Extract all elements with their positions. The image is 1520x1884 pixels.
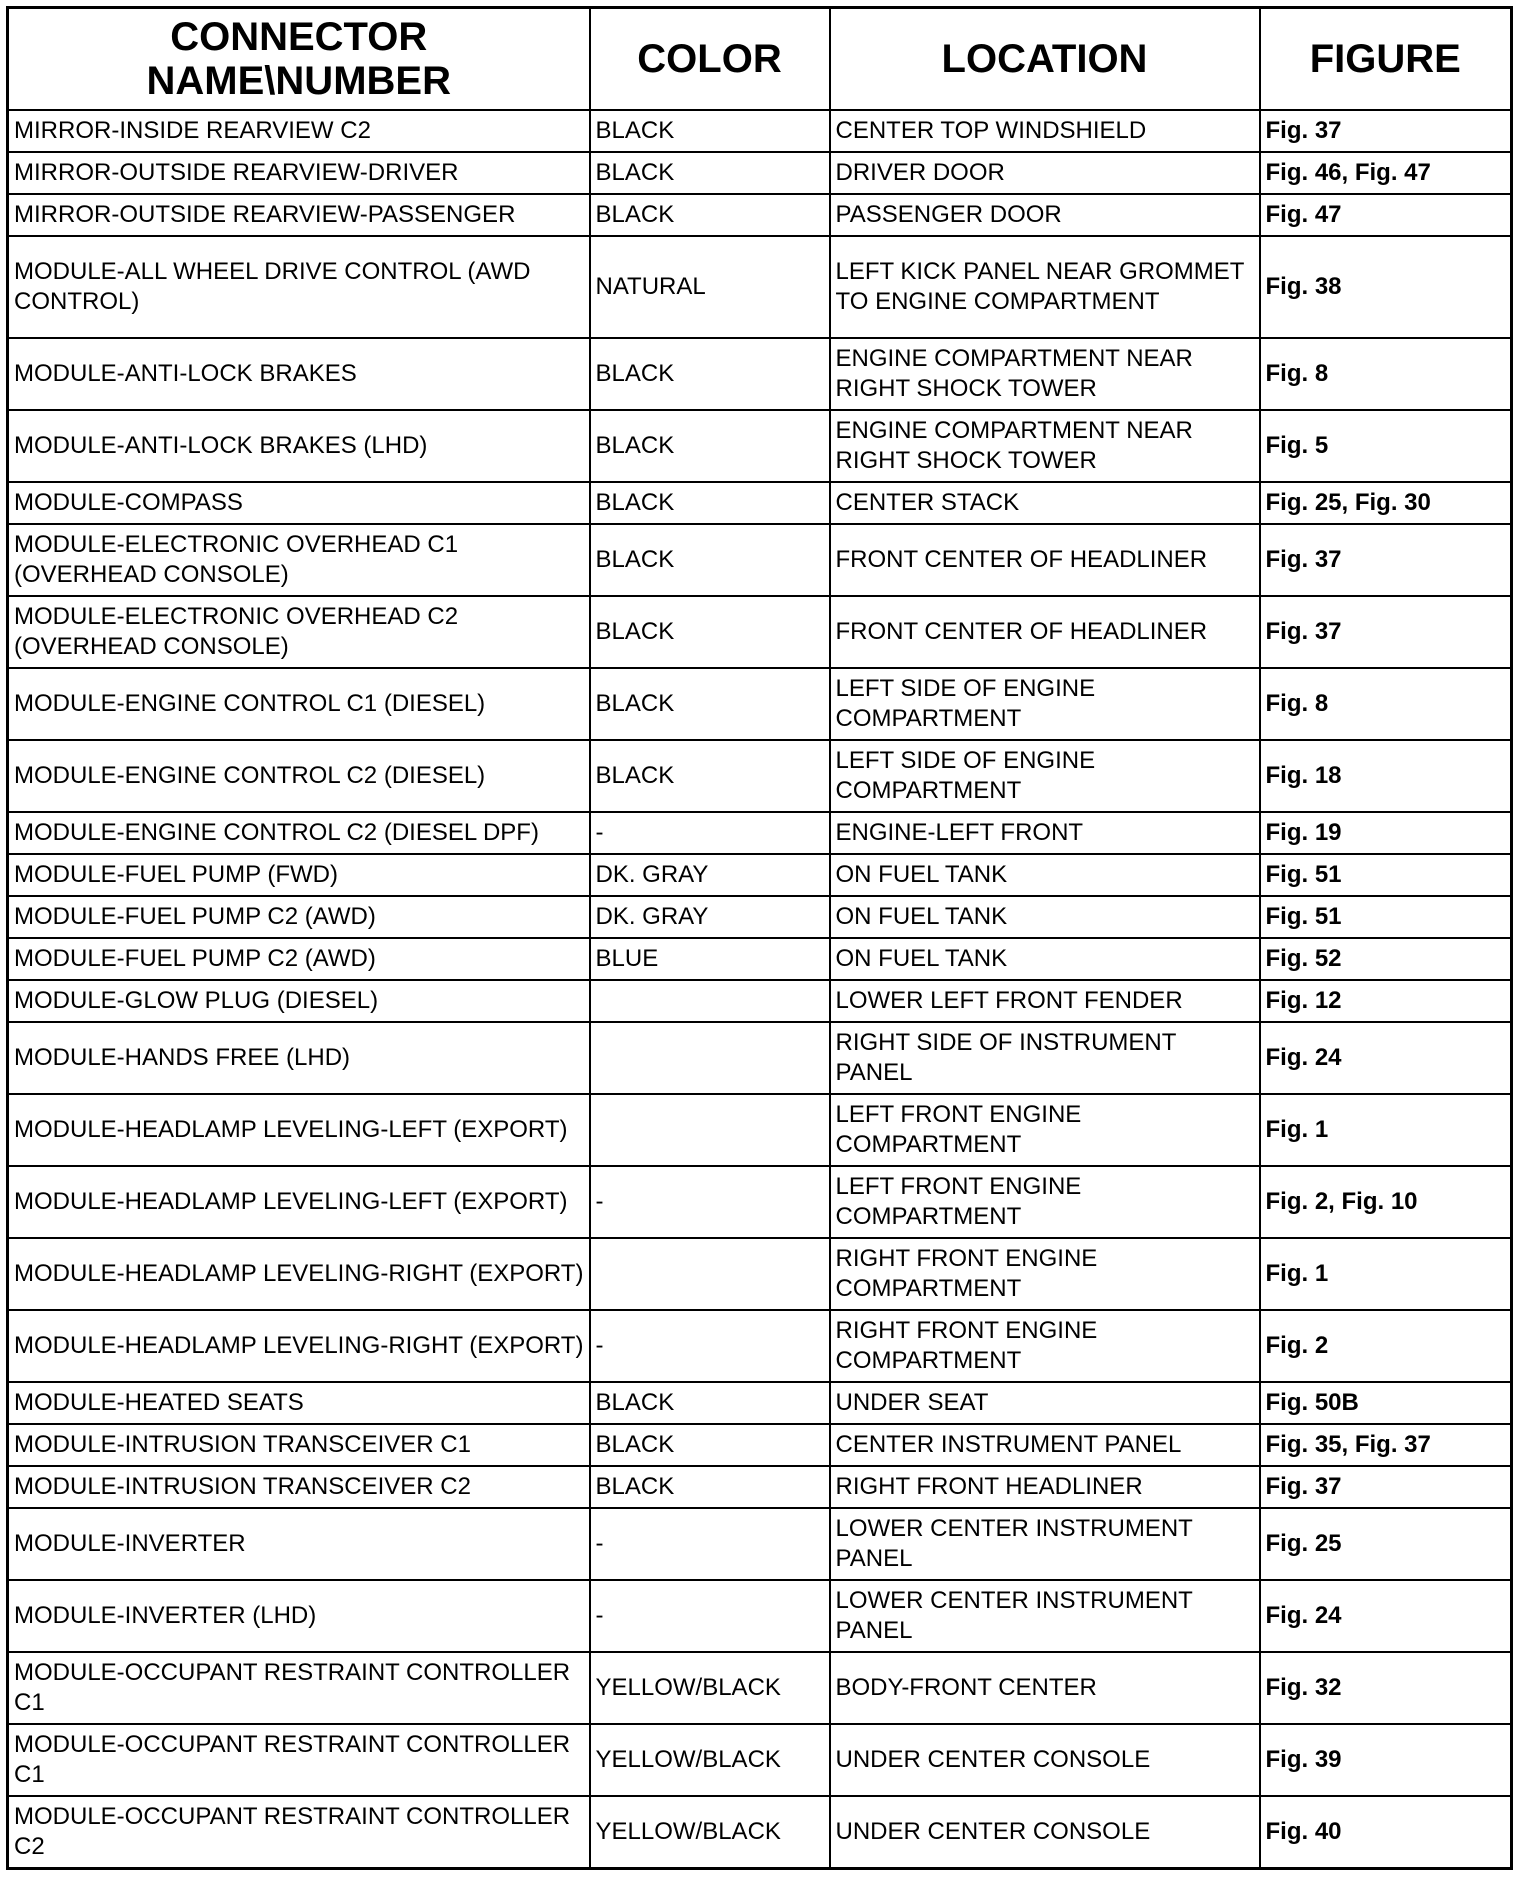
connector-name-cell: MODULE-ENGINE CONTROL C1 (DIESEL) [8,668,590,740]
connector-name-cell: MODULE-ENGINE CONTROL C2 (DIESEL DPF) [8,812,590,854]
color-cell: NATURAL [590,236,830,338]
color-cell: - [590,1166,830,1238]
location-cell: CENTER TOP WINDSHIELD [830,110,1260,152]
location-cell: ENGINE-LEFT FRONT [830,812,1260,854]
location-cell: UNDER CENTER CONSOLE [830,1796,1260,1869]
location-cell: ENGINE COMPARTMENT NEAR RIGHT SHOCK TOWER [830,410,1260,482]
connector-name-cell: MODULE-INTRUSION TRANSCEIVER C2 [8,1466,590,1508]
color-cell [590,1022,830,1094]
figure-cell: Fig. 32 [1260,1652,1512,1724]
figure-cell: Fig. 35, Fig. 37 [1260,1424,1512,1466]
table-row [8,194,1512,236]
connector-name-cell: MODULE-HEADLAMP LEVELING-RIGHT (EXPORT) [8,1310,590,1382]
table-row [8,482,1512,524]
figure-cell: Fig. 8 [1260,338,1512,410]
figure-cell: Fig. 37 [1260,524,1512,596]
header-location: LOCATION [830,8,1260,111]
connector-name-cell: MODULE-ANTI-LOCK BRAKES (LHD) [8,410,590,482]
figure-cell: Fig. 37 [1260,1466,1512,1508]
connector-name-cell: MODULE-OCCUPANT RESTRAINT CONTROLLER C1 [8,1652,590,1724]
table-row [8,1382,1512,1424]
figure-cell: Fig. 46, Fig. 47 [1260,152,1512,194]
connector-name-cell: MIRROR-INSIDE REARVIEW C2 [8,110,590,152]
table-row [8,1022,1512,1094]
location-cell: LOWER CENTER INSTRUMENT PANEL [830,1580,1260,1652]
header-row [8,8,1512,111]
location-cell: LEFT SIDE OF ENGINE COMPARTMENT [830,668,1260,740]
location-cell: ON FUEL TANK [830,854,1260,896]
connector-name-cell: MODULE-HEADLAMP LEVELING-LEFT (EXPORT) [8,1094,590,1166]
connector-name-cell: MODULE-COMPASS [8,482,590,524]
location-cell: BODY-FRONT CENTER [830,1652,1260,1724]
figure-cell: Fig. 19 [1260,812,1512,854]
figure-cell: Fig. 24 [1260,1580,1512,1652]
table-row [8,524,1512,596]
color-cell [590,1094,830,1166]
connector-name-cell: MODULE-OCCUPANT RESTRAINT CONTROLLER C2 [8,1796,590,1869]
location-cell: ON FUEL TANK [830,896,1260,938]
figure-cell: Fig. 8 [1260,668,1512,740]
figure-cell: Fig. 37 [1260,110,1512,152]
color-cell: BLACK [590,1466,830,1508]
figure-cell: Fig. 1 [1260,1094,1512,1166]
table-row [8,1724,1512,1796]
connector-table [6,6,1513,1870]
connector-name-cell: MODULE-HEADLAMP LEVELING-RIGHT (EXPORT) [8,1238,590,1310]
figure-cell: Fig. 47 [1260,194,1512,236]
color-cell: DK. GRAY [590,896,830,938]
table-row [8,110,1512,152]
color-cell: BLACK [590,1382,830,1424]
header-color: COLOR [590,8,830,111]
header-connector-name: CONNECTOR NAME\NUMBER [8,8,590,111]
figure-cell: Fig. 52 [1260,938,1512,980]
table-row [8,410,1512,482]
color-cell: - [590,1580,830,1652]
location-cell: LEFT FRONT ENGINE COMPARTMENT [830,1166,1260,1238]
table-row [8,1424,1512,1466]
location-cell: LOWER LEFT FRONT FENDER [830,980,1260,1022]
connector-name-cell: MODULE-ALL WHEEL DRIVE CONTROL (AWD CONTROL) [8,236,590,338]
color-cell: YELLOW/BLACK [590,1796,830,1869]
figure-cell: Fig. 51 [1260,854,1512,896]
location-cell: LEFT SIDE OF ENGINE COMPARTMENT [830,740,1260,812]
color-cell: YELLOW/BLACK [590,1652,830,1724]
connector-name-cell: MODULE-HANDS FREE (LHD) [8,1022,590,1094]
table-row [8,596,1512,668]
connector-name-cell: MODULE-GLOW PLUG (DIESEL) [8,980,590,1022]
connector-name-cell: MODULE-FUEL PUMP C2 (AWD) [8,896,590,938]
figure-cell: Fig. 24 [1260,1022,1512,1094]
location-cell: PASSENGER DOOR [830,194,1260,236]
color-cell: - [590,1508,830,1580]
location-cell: CENTER INSTRUMENT PANEL [830,1424,1260,1466]
color-cell [590,980,830,1022]
location-cell: LOWER CENTER INSTRUMENT PANEL [830,1508,1260,1580]
table-row [8,980,1512,1022]
color-cell: BLACK [590,194,830,236]
color-cell: BLACK [590,524,830,596]
header-figure: FIGURE [1260,8,1512,111]
figure-cell: Fig. 2, Fig. 10 [1260,1166,1512,1238]
location-cell: RIGHT FRONT ENGINE COMPARTMENT [830,1310,1260,1382]
connector-name-cell: MODULE-INVERTER (LHD) [8,1580,590,1652]
figure-cell: Fig. 5 [1260,410,1512,482]
table-row [8,1094,1512,1166]
figure-cell: Fig. 25, Fig. 30 [1260,482,1512,524]
connector-name-cell: MODULE-INTRUSION TRANSCEIVER C1 [8,1424,590,1466]
color-cell: BLACK [590,740,830,812]
figure-cell: Fig. 38 [1260,236,1512,338]
connector-name-cell: MIRROR-OUTSIDE REARVIEW-DRIVER [8,152,590,194]
location-cell: ON FUEL TANK [830,938,1260,980]
table-row [8,854,1512,896]
table-row [8,1466,1512,1508]
connector-name-cell: MODULE-ANTI-LOCK BRAKES [8,338,590,410]
connector-name-cell: MODULE-HEATED SEATS [8,1382,590,1424]
connector-name-cell: MODULE-HEADLAMP LEVELING-LEFT (EXPORT) [8,1166,590,1238]
figure-cell: Fig. 25 [1260,1508,1512,1580]
location-cell: RIGHT SIDE OF INSTRUMENT PANEL [830,1022,1260,1094]
location-cell: LEFT KICK PANEL NEAR GROMMET TO ENGINE COMPARTMENT [830,236,1260,338]
table-row [8,668,1512,740]
table-row [8,812,1512,854]
color-cell: BLACK [590,482,830,524]
connector-name-cell: MODULE-ELECTRONIC OVERHEAD C2 (OVERHEAD CONSOLE) [8,596,590,668]
color-cell [590,1238,830,1310]
connector-name-cell: MODULE-INVERTER [8,1508,590,1580]
figure-cell: Fig. 12 [1260,980,1512,1022]
color-cell: - [590,1310,830,1382]
table-row [8,1796,1512,1869]
table-row [8,1508,1512,1580]
location-cell: FRONT CENTER OF HEADLINER [830,596,1260,668]
figure-cell: Fig. 37 [1260,596,1512,668]
location-cell: UNDER CENTER CONSOLE [830,1724,1260,1796]
location-cell: RIGHT FRONT HEADLINER [830,1466,1260,1508]
table-row [8,896,1512,938]
location-cell: LEFT FRONT ENGINE COMPARTMENT [830,1094,1260,1166]
location-cell: CENTER STACK [830,482,1260,524]
table-row [8,1652,1512,1724]
color-cell: BLACK [590,152,830,194]
figure-cell: Fig. 50B [1260,1382,1512,1424]
color-cell: BLACK [590,410,830,482]
connector-name-cell: MODULE-OCCUPANT RESTRAINT CONTROLLER C1 [8,1724,590,1796]
table-row [8,1166,1512,1238]
figure-cell: Fig. 40 [1260,1796,1512,1869]
connector-name-cell: MODULE-ELECTRONIC OVERHEAD C1 (OVERHEAD CONSOLE) [8,524,590,596]
color-cell: BLACK [590,596,830,668]
connector-name-cell: MODULE-FUEL PUMP C2 (AWD) [8,938,590,980]
table-row [8,740,1512,812]
figure-cell: Fig. 1 [1260,1238,1512,1310]
color-cell: - [590,812,830,854]
location-cell: FRONT CENTER OF HEADLINER [830,524,1260,596]
table-row [8,938,1512,980]
table-row [8,236,1512,338]
figure-cell: Fig. 51 [1260,896,1512,938]
connector-name-cell: MODULE-ENGINE CONTROL C2 (DIESEL) [8,740,590,812]
color-cell: BLACK [590,668,830,740]
color-cell: BLUE [590,938,830,980]
table-row [8,152,1512,194]
color-cell: DK. GRAY [590,854,830,896]
table-row [8,338,1512,410]
location-cell: ENGINE COMPARTMENT NEAR RIGHT SHOCK TOWER [830,338,1260,410]
table-row [8,1580,1512,1652]
figure-cell: Fig. 18 [1260,740,1512,812]
color-cell: BLACK [590,1424,830,1466]
connector-name-cell: MIRROR-OUTSIDE REARVIEW-PASSENGER [8,194,590,236]
location-cell: UNDER SEAT [830,1382,1260,1424]
location-cell: RIGHT FRONT ENGINE COMPARTMENT [830,1238,1260,1310]
figure-cell: Fig. 39 [1260,1724,1512,1796]
figure-cell: Fig. 2 [1260,1310,1512,1382]
table-row [8,1238,1512,1310]
table-row [8,1310,1512,1382]
location-cell: DRIVER DOOR [830,152,1260,194]
color-cell: YELLOW/BLACK [590,1724,830,1796]
color-cell: BLACK [590,110,830,152]
connector-name-cell: MODULE-FUEL PUMP (FWD) [8,854,590,896]
color-cell: BLACK [590,338,830,410]
